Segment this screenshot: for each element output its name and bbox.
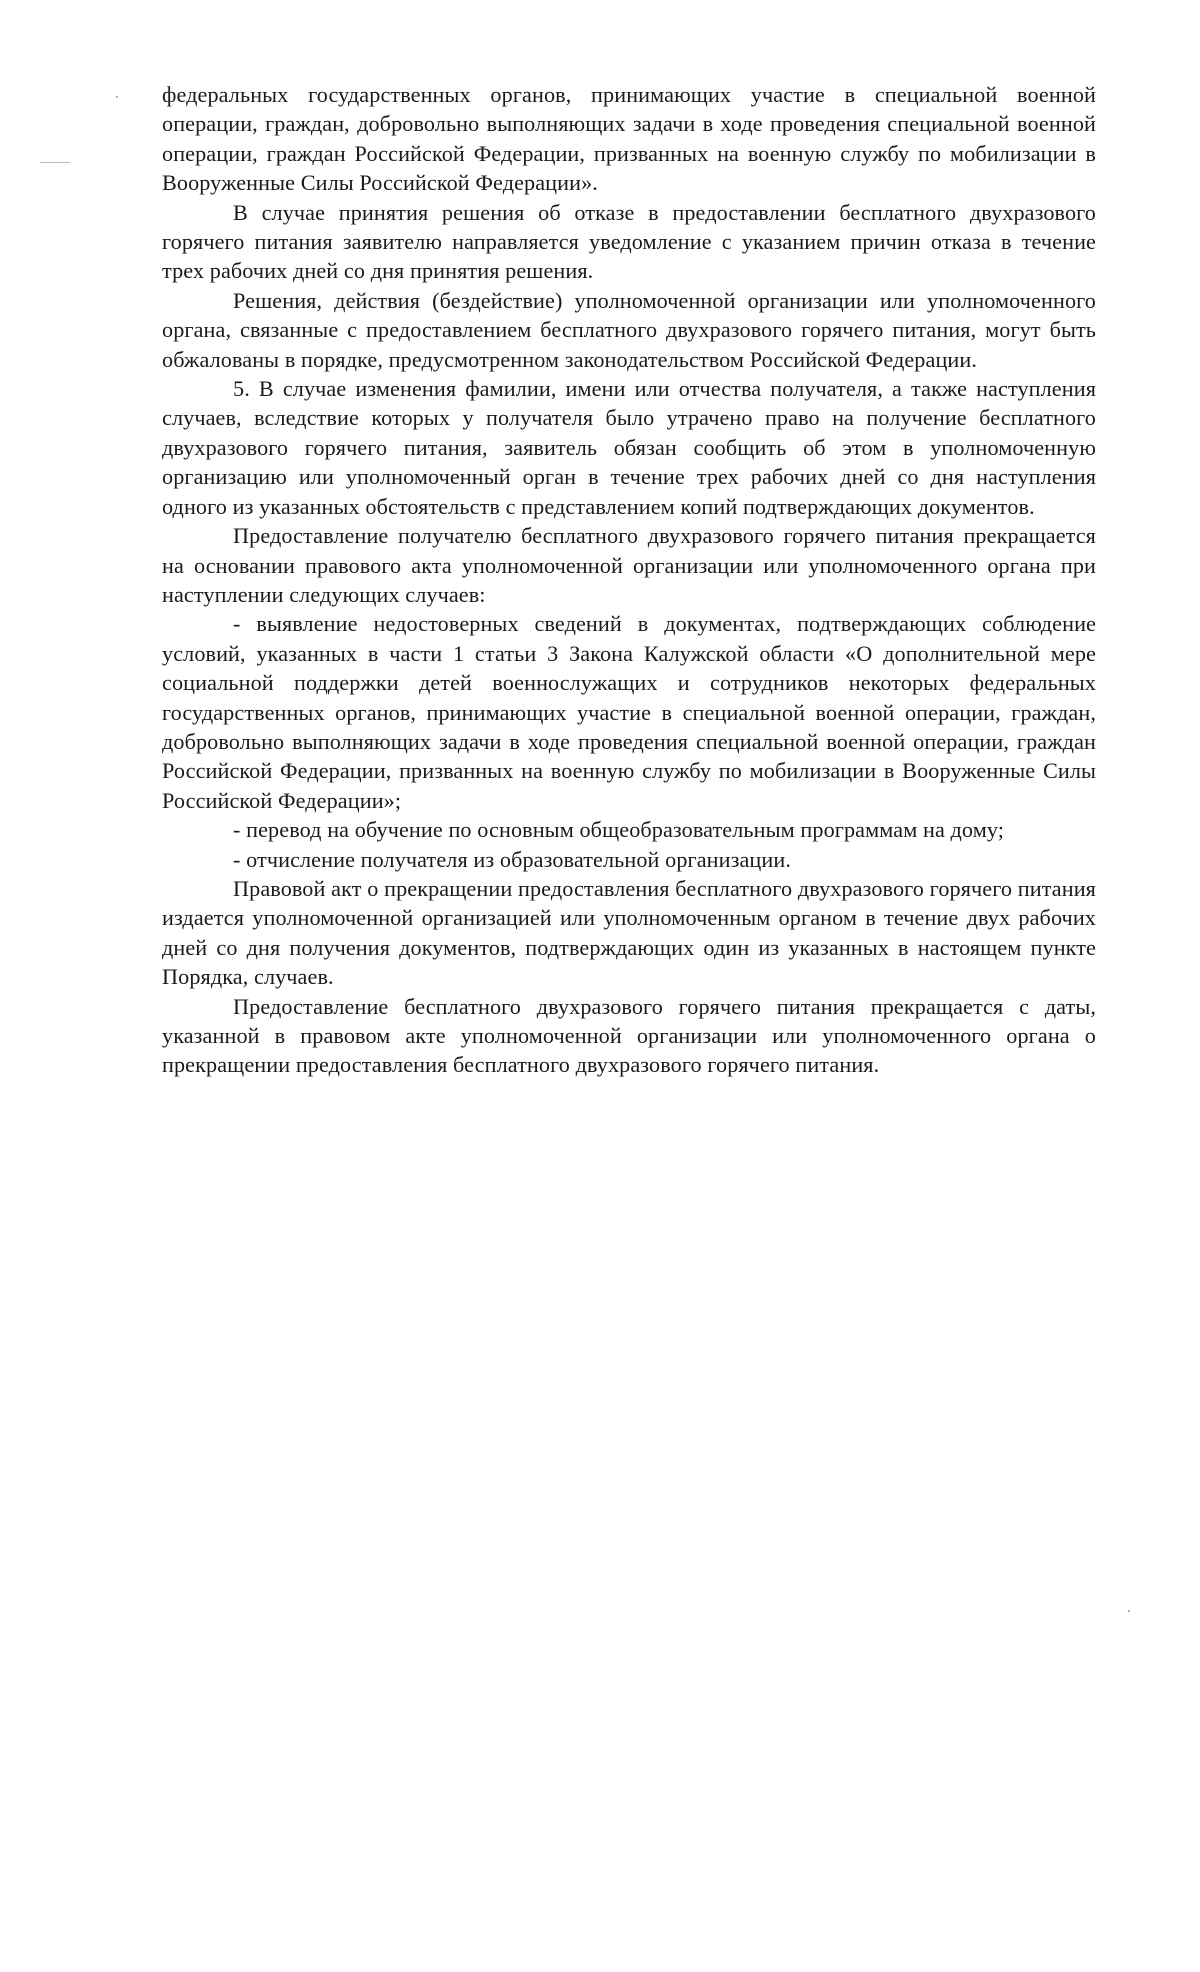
scan-artifact <box>1128 1610 1130 1612</box>
scan-artifact <box>116 96 118 98</box>
list-item-home-schooling: - перевод на обучение по основным общеобразовательным программам на дому; <box>233 817 1005 843</box>
paragraph-refusal-notice: В случае принятия решения об отказе в предоставлении бесплатного двухразового горячего питания заявителю направляется уведомление с указанием причин отказа в течение трех рабочих дней со дня принятия решения. <box>162 199 1096 284</box>
paragraph-item-5: 5. В случае изменения фамилии, имени или отчества получателя, а также наступления случаев, вследствие которых у получателя было утрачено право на получение бесплатного двухразового горячего питания, заявитель обязан сообщить об этом в уполномоченную организацию или уполномоченный орган в течение трех рабочих дней со дня наступления одного из указанных обстоятельств с представлением копий подтверждающих документов. <box>162 376 1096 519</box>
paragraph-appeal: Решения, действия (бездействие) уполномоченной организации или уполномоченного органа, связанные с предоставлением бесплатного двухразового горячего питания, могут быть обжалованы в порядке, предусмотренном законодательством Российской Федерации. <box>162 287 1096 372</box>
scan-artifact <box>40 162 70 163</box>
paragraph-termination-grounds: Предоставление получателю бесплатного двухразового горячего питания прекращается на основании правового акта уполномоченной организации или уполномоченного органа при наступлении следующих случаев: <box>162 523 1096 607</box>
list-item-false-information: - выявление недостоверных сведений в документах, подтверждающих соблюдение условий, указанных в части 1 статьи 3 Закона Калужской области «О дополнительной мере социальной поддержки детей военнослужащих и сотрудников некоторых федеральных государственных органов, принимающих участие в специальной военной операции, граждан, добровольно выполняющих задачи в ходе проведения специальной военной операции, граждан Российской Федерации, призванных на военную службу по мобилизации в Вооруженные Силы Российской Федерации»; <box>162 611 1096 813</box>
list-item-expulsion: - отчисление получателя из образовательной организации. <box>233 846 791 872</box>
paragraph-termination-date: Предоставление бесплатного двухразового горячего питания прекращается с даты, указанной в правовом акте уполномоченной организации или уполномоченного органа о прекращении предоставления бесплатного двухразового горячего питания. <box>162 993 1096 1078</box>
document-body <box>162 80 1096 1080</box>
paragraph-termination-act: Правовой акт о прекращении предоставления бесплатного двухразового горячего питания издается уполномоченной организацией или уполномоченным органом в течение двух рабочих дней со дня получения документов, подтверждающих один из указанных в настоящем пункте Порядка, случаев. <box>162 875 1096 990</box>
paragraph-continuation: федеральных государственных органов, принимающих участие в специальной военной операции, граждан, добровольно выполняющих задачи в ходе проведения специальной военной операции, граждан Российской Федерации, призванных на военную службу по мобилизации в Вооруженные Силы Российской Федерации». <box>162 82 1096 196</box>
